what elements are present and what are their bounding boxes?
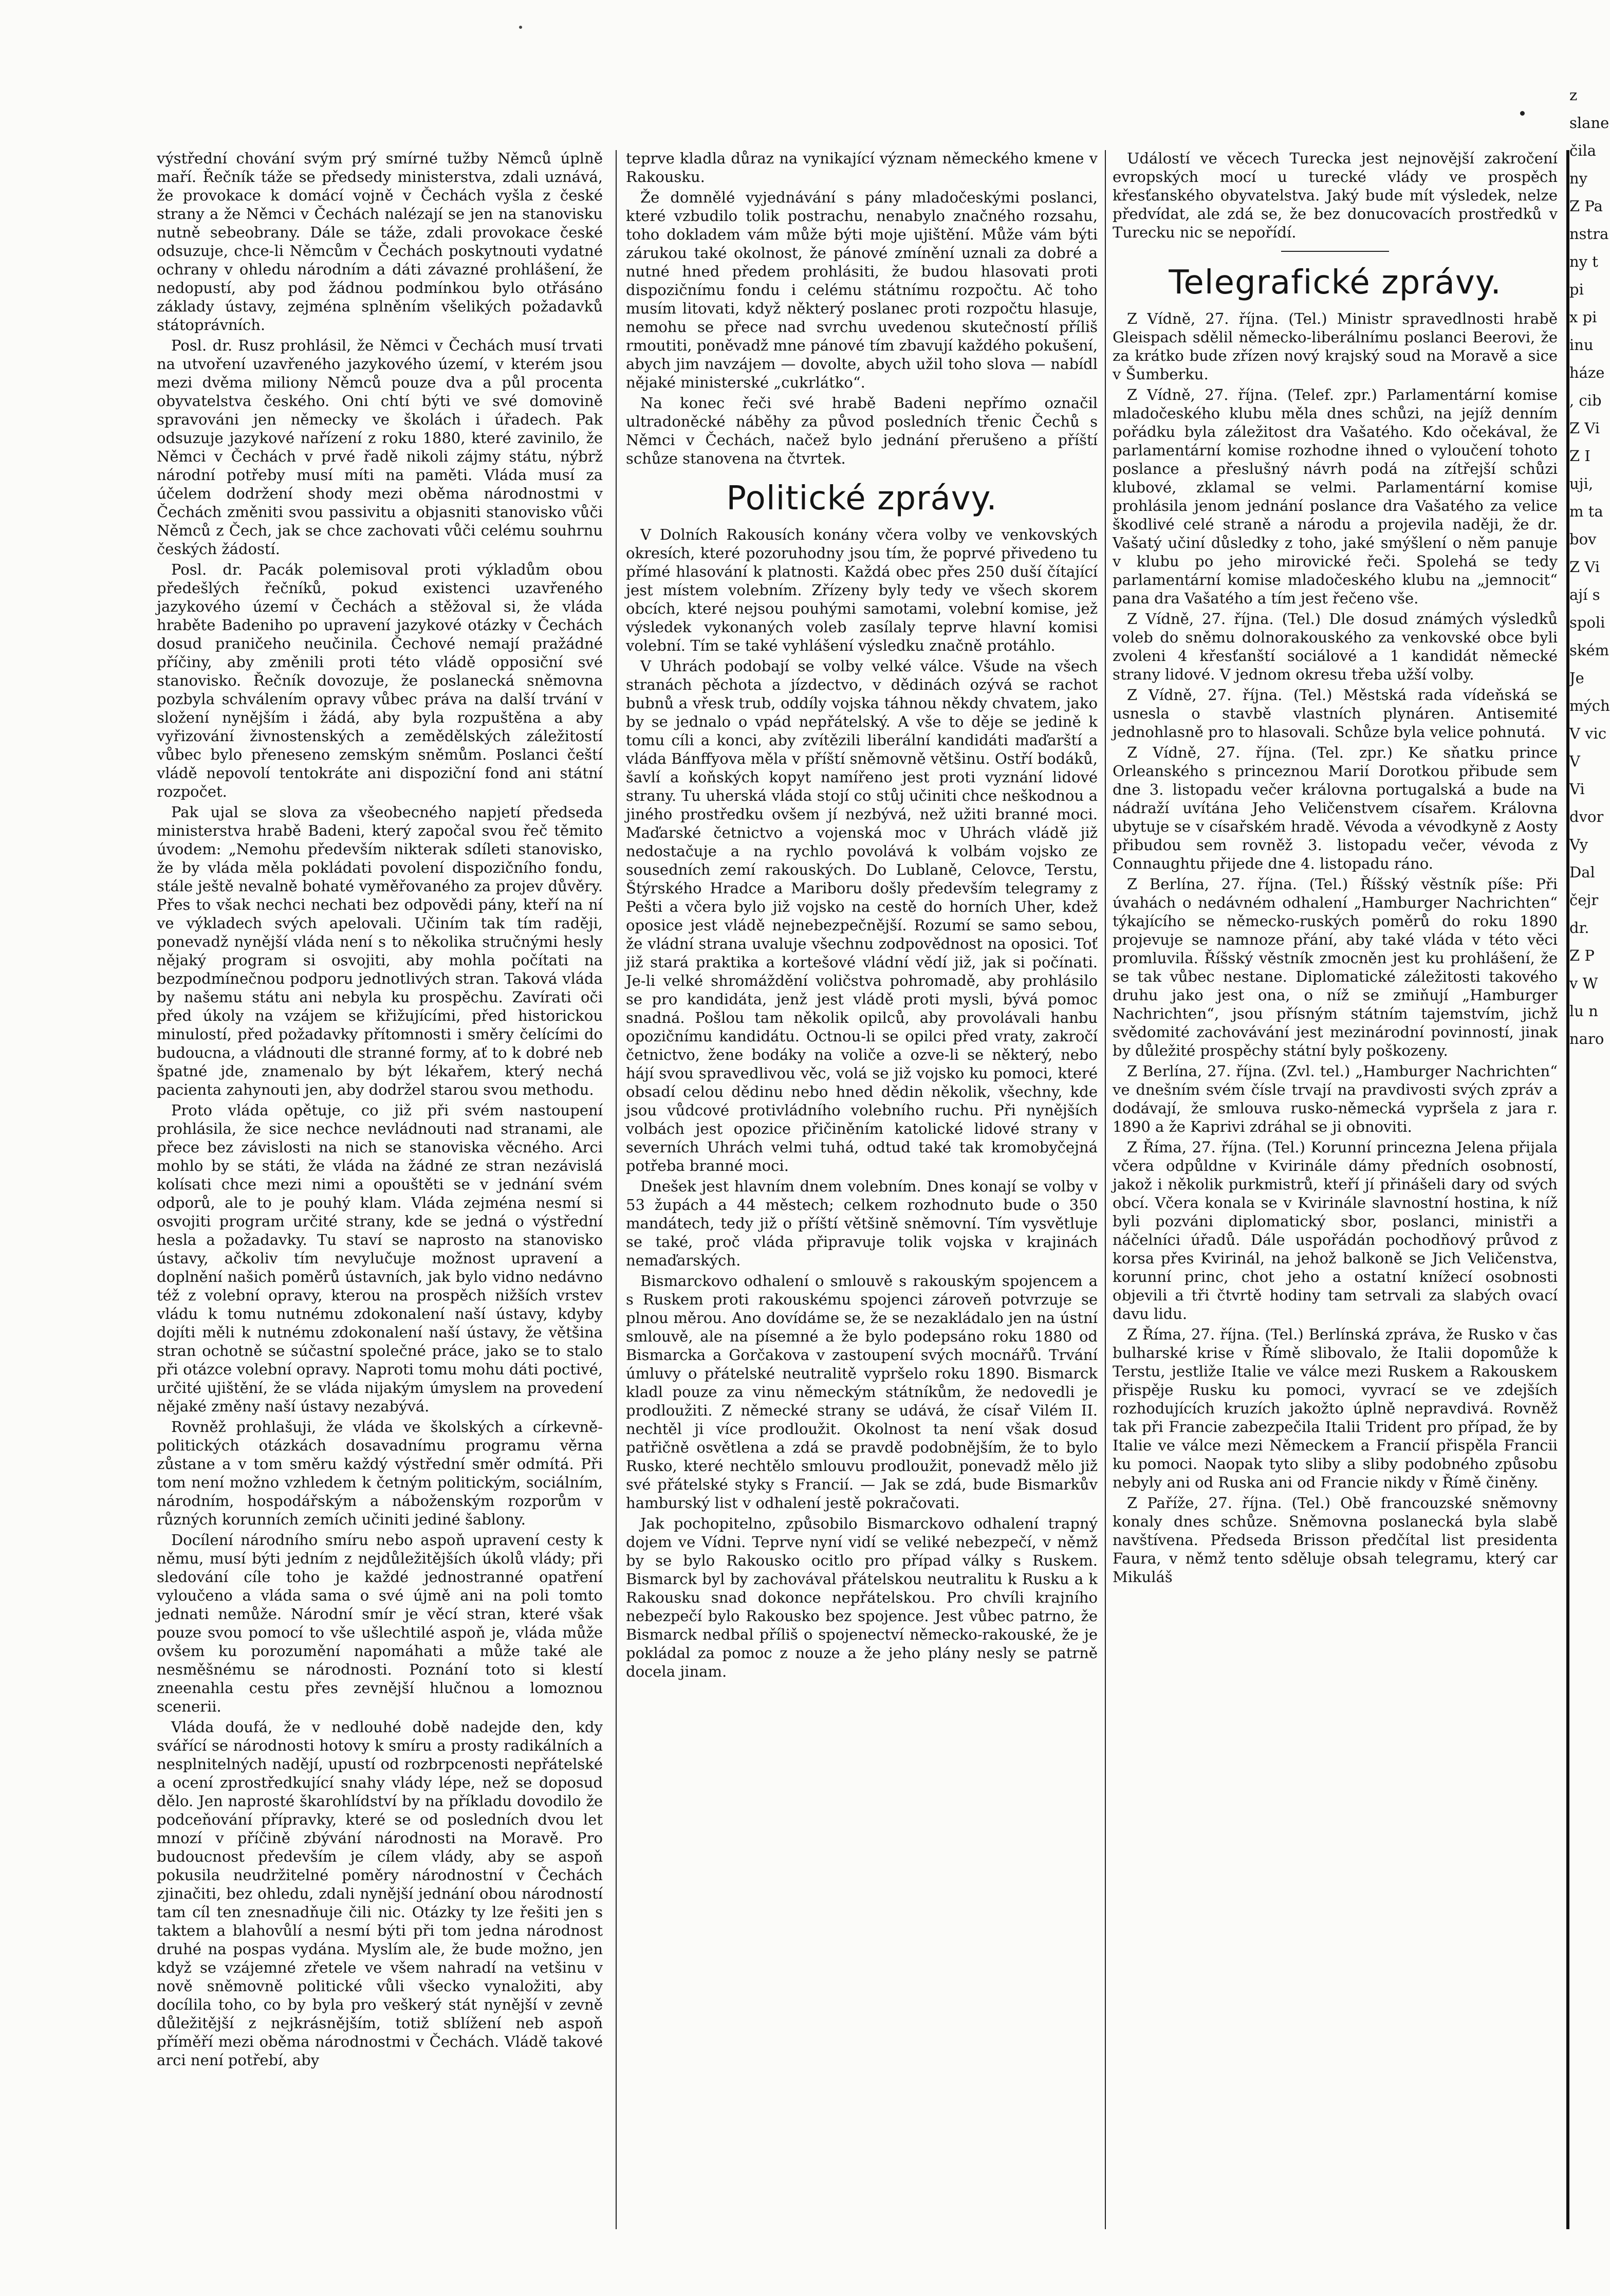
column-3 [1113,149,1558,2234]
adjacent-fragment-line: uji, [1569,475,1594,492]
print-speck [519,26,522,29]
article-paragraph: Vláda doufá, že v nedlouhé době nadejde den, kdy svářící se národnosti hotovy k smíru a prosty radikálních a nesplnitelných nadějí, upustí od rozbrpcenosti nepřátelské a ocení zprostředkující snahy vlády lépe, než se doposud dělo. Jen naprosté škarohlídství by na příkladu dovodilo že podceňování přípravky, které se od posledních dvou let mnozí v příčině zbývání národnosti na Moravě. Pro budoucnost především je cílem vlády, aby se aspoň pokusila neudržitelné poměry národnostní v Čechách zjinačiti, bez ohledu, zdali nynější jednání obou národností tam cíl ten znesnadňuje čili nic. Otázky ty lze řešiti jen s taktem a blahovůlí a nesmí býti při tom jedna národnost druhé na pospas vydána. Myslím ale, že bude možno, jen když se vzájemné zřetele ve všem nahradí na vetšinu v nově sněmovně politické vůli všecko vynaložiti, aby docílila toho, co by byla pro veškerý stát nynější v zevně důležitější z nejkrásnějším, totiž sblížení neb aspoň příměří mezi oběma národnostmi v Čechách. Vládě takové arci není potřebí, aby [157,1718,603,2069]
article-paragraph: výstřední chování svým prý smírné tužby Němců úplně maří. Řečník táže se předsedy ministerstva, zdali uznává, že provokace k domácí vojně v Čechách vyšla z české strany a že Němci v Čechách nalézají se jen na stanovisku nutně sebeobrany. Dále se táže, zdali provokace české odsuzuje, chce-li Němcům v Čechách poskytnouti vydatné ochrany v ohledu národním a dáti závazné prohlášení, že nedopustí, aby pod žádnou podmínkou bylo otřásáno základy ústavy, zejména splněním všelikých požadavků státoprávních. [157,150,603,334]
adjacent-fragment-line: slane [1569,114,1609,132]
section-title-politicke-zpravy: Politické zprávy. [726,480,997,518]
adjacent-fragment-line: x pi [1569,308,1597,326]
adjacent-fragment-line: Je [1569,669,1584,687]
adjacent-fragment-line: čejr [1569,891,1599,909]
adjacent-fragment-line: Z P [1569,947,1595,964]
adjacent-fragment-line: Z Vi [1569,419,1600,437]
article-paragraph: Docílení národního smíru nebo aspoň upravení cesty k němu, musí býti jedním z nejdůležitějších úkolů vlády; při sledování cíle toho je každé jednostranné opatření vyloučeno a vláda sama o své újmě ani na poli tomto jednati nemůže. Národní smír je věcí stran, které však pouze svou pomocí to vše ušlechtilé aspoň je, vláda může ovšem ku porozumění napomáhati a může také ale nesměšnému se národnosti. Poznání toto si klestí zneenahla cestu přes zevnější hlučnou a lomoznou scenerii. [157,1531,603,1715]
article-paragraph: Pak ujal se slova za všeobecného napjetí předseda ministerstva hrabě Badeni, který započal svou řeč těmito úvodem: „Nemohu především nikterak sdíleti stanovisko, že by vláda měla pokládati povolení dispozičního fondu, stále ještě nevalně bohaté vyměřovaného za projev důvěry. Přes to však nechci nechati bez odpovědi pány, kteří na ní ve výkladech svých apelovali. Učiním tak tím raději, ponevadž nynější vláda není s to několika stručnými hesly nějaký program si osvojiti, aby mohla počítati na bezpodmínečnou podporu jednotlivých stran. Taková vláda by našemu státu ani nebyla ku prospěchu. Zavírati oči před úkoly na vzájem se křižujícími, před historickou minulostí, před požadavky přítomnosti i směry čelícími do budoucna, a vládnouti dle stranné formy, ať to k dobré neb špatné jde, znamenalo by být lékařem, který nechá pacienta zahynouti jen, aby dodržel starou svou methodu. [157,803,603,1098]
adjacent-fragment-line: naro [1569,1030,1604,1048]
adjacent-fragment-line: pi [1569,281,1584,298]
article-paragraph: Že domnělé vyjednávání s pány mladočeskými poslanci, které vzbudilo tolik postrachu, nenabylo značného rozsahu, toho dokladem vám může býti moje ujištění. Může vám býti zárukou také okolnost, že pánové zmínění uznali za dobré a nutné hned předem prohlásiti, že budou hlasovati proti dispozičnímu fondu i celému státnímu rozpočtu. Ač toho musím litovati, když některý poslanec proti rozpočtu hlasuje, nemohu se přece nad svrchu uvedenou skutečností příliš rmoutiti, poněvadž mne pánové tím zbavují každého pokušení, abych jim navzájem — dovolte, abych užil toho slova — nabídl nějaké ministerské „cukrlátko“. [626,189,1098,391]
adjacent-fragment-line: ny [1569,170,1588,187]
adjacent-fragment-line: bov [1569,530,1597,548]
adjacent-fragment-line: Z Pa [1569,197,1603,215]
column-1 [157,149,603,2234]
adjacent-fragment-line: V [1569,752,1580,770]
adjacent-fragment-line: dr. [1569,919,1589,936]
telegram-item: Z Říma, 27. října. (Tel.) Korunní princezna Jelena přijala včera odpůldne v Kvirinále dámy předních osobností, jakož i několik purkmistrů, kteří jí přinášeli dary od svých obcí. Včera konala se v Kvirinále slavnostní hostina, k níž byli pozváni diplomatický sbor, poslanci, ministři a náčelníci úřadů. Dále uspořádán pochodňový průvod z korsa přes Kvirinál, na jehož balkoně se Jich Veličenstva, korunní princ, chot jeho a ostatní knížecí osobnosti objevili a tři čtvrtě hodiny tam setrvali za slabých ovací davu lidu. [1113,1138,1558,1323]
telegram-item: Z Říma, 27. října. (Tel.) Berlínská zpráva, že Rusko v čas bulharské krise v Římě slibovalo, že Italii dopomůže k Terstu, jestliže Italie ve válce mezi Ruskem a Rakouskem přispěje Rusku ku pomoci, vyvrací se ve zdejších rozhodujících kruzích jakožto úplně nepravdivá. Rovněž tak při Francie zabezpečila Italii Trident pro případ, že by Italie ve válce mezi Německem a Francií přispěla Francii ku pomoci. Naopak tyto sliby a sliby podobného způsobu nebyly ani od Ruska ani od Francie nikdy v Římě činěny. [1113,1326,1558,1491]
article-paragraph: Jak pochopitelno, způsobilo Bismarckovo odhalení trapný dojem ve Vídni. Teprve nyní vidí se veliké nebezpečí, v němž by se bylo Rakousko ocitlo pro případ války s Ruskem. Bismarck byl by zachovával přátelskou neutralitu k Rusku a k Rakousku snad dokonce nepřátelskou. Pro chvíli krajního nebezpečí bylo Rakousko bez spojence. Jest vůbec patrno, že Bismarck nedbal příliš o spojenectví německo-rakouské, že je pokládal za pomoc z nouze a že jeho plány nesly se patrně docela jinam. [626,1515,1098,1680]
adjacent-page-fragment-strip [1569,82,1610,2234]
adjacent-fragment-line: čila [1569,142,1597,159]
telegram-item: Z Vídně, 27. října. (Tel.) Dle dosud známých výsledků voleb do sněmu dolnorakouského za venkovské obce byli zvoleni 4 křesťanští sociálové a 1 kandidát německé strany lidové. V jednom okresu třeba užší volby. [1113,610,1558,683]
adjacent-fragment-line: z [1569,86,1578,104]
article-paragraph: Událostí ve věcech Turecka jest nejnovější zakročení evropských mocí u turecké vlády ve prospěch křesťanského obyvatelstva. Jaký bude mít výsledek, nelze předvídat, ale zdá se, že bez donucovacích prostředků v Turecku nic se nepořídí. [1113,150,1558,241]
column-2 [626,149,1098,2234]
article-paragraph: V Dolních Rakousích konány včera volby ve venkovských okresích, které pozoruhodny jsou tím, že poprvé přivedeno tu přímé hlasování k platnosti. Každá obec přes 250 duší čítající jest místem volebním. Zřízeny byly tedy ve všech skorem obcích, které nejsou pouhými samotami, volební komise, jež výsledek vykonaných voleb zasílaly teprve hlavní komisi volební. Tím se také vyhlášení výsledku značně protáhlo. [626,526,1098,654]
telegram-item: Z Vídně, 27. října. (Tel. zpr.) Ke sňatku prince Orleanského s princeznou Marií Dorotkou přibude sem dne 3. listopadu večer královna portugalská a bude na nádraží uvítána Jeho Veličenstvem císařem. Královna ubytuje se v císařském hradě. Vévoda a vévodkyně z Aosty přibudou sem rovněž 3. listopadu večer, vévoda z Connaughtu přijede dne 4. listopadu ráno. [1113,744,1558,872]
article-paragraph: V Uhrách podobají se volby velké válce. Všude na všech stranách pěchota a jízdectvo, v dědinách ozývá se rachot bubnů a vřesk trub, oddíly vojska táhnou někdy chvatem, jako by se jednalo o vpád nepřátelský. A vše to děje se jedině k tomu cíli a konci, aby zvítězili liberální kandidáti maďarští a vláda Bánffyova měla v příští sněmovně většinu. Ostří bodáků, šavlí a koňských kopyt namířeno jest proti vyznání lidové strany. Tu uherská vláda stojí co stůj učiniti chce neškodnou a jiného prostředku ovšem jí nezbývá, než užiti branné moci. Maďarské četnictvo a vojenská moc v Uhrách vládě již nedostačuje a na rychlo povolává k volbám vojsko ze sousedních zemí rakouských. Do Lublaně, Celovce, Terstu, Štýrského Hradce a Mariboru došly především telegramy z Pešti a včera bylo již vojsko na cestě do horních Uher, kdež oposice jest vládě nejnebezpečnější. Rozumí se samo sebou, že vládní strana uvaluje všechnu zodpovědnost na oposici. Toť již stará praktika a kortešové vládní vědí již, jak si počínati. Je-li velké shromáždění voličstva pohromadě, aby prohlásilo se pro kandidáta, jenž jest vládě proti mysli, bývá pomoc snadná. Pošlou tam několik opilců, aby provolávali hanbu opozičnímu kandidátu. Octnou-li se opilci před vraty, zakročí četnictvo, žene bodáky na voliče a ozve-li se některý, nebo hájí svou spravedlivou věc, volá se již vojsko ku pomoci, které obsadí celou dědinu nebo hned dědin několik, všechny, kde jsou vůdcové protivládního volebního ruchu. Při nynějších volbách jest opozice přičiněním katolické lidové strany v severních Uhrách velmi tuhá, odtud také tak kromobyčejná potřeba branné moci. [626,657,1098,1174]
telegram-item: Z Berlína, 27. října. (Tel.) Říšský věstník píše: Při úvahách o nedávném odhalení „Hamburger Nachrichten“ týkajícího se německo-ruských poměrů do roku 1890 projevuje se namnoze přání, aby také vláda v této věci promluvila. Říšský věstník zmocněn jest ku prohlášení, že se tak vůbec nestane. Diplomatické záležitosti takového druhu jako jest ona, o níž se zmiňují „Hamburger Nachrichten“, jsou přísným státním tajemstvím, jichž svědomité zachovávání jest mezinárodní povinností, jinak by důležité prospěchy státní byly poškozeny. [1113,875,1558,1059]
adjacent-fragment-line: v W [1569,975,1598,992]
article-paragraph: Posl. dr. Pacák polemisoval proti výkladům obou předešlých řečníků, pokud existenci uzavřeného jazykového území v Čechách a stěžoval si, že vláda hraběte Badeniho po upravení jazykové otázky v Čechách dosud praničeho neučinila. Čechové nemají pražádné příčiny, aby změnili proti této vládě opposiční své stanovisko. Řečník dovozuje, že poslanecká sněmovna pozbyla schválením opravy vůbec práva na další trvání v složení nynějším i žádá, aby byla rozpuštěna a aby vyřizování živnostenských a zemědělských záležitostí vůbec bylo přeneseno zemským sněmům. Poslanci čeští vládě nepovolí tentokráte ani dispoziční fond ani státní rozpočet. [157,561,603,800]
article-paragraph: teprve kladla důraz na vynikající význam německého kmene v Rakousku. [626,150,1098,186]
telegram-item: Z Berlína, 27. října. (Zvl. tel.) „Hamburger Nachrichten“ ve dnešním svém čísle trvají na pravdivosti svých zpráv a dodávají, že smlouva rusko-německá vypršela z jara r. 1890 a že Kaprivi zdráhal se ji obnoviti. [1113,1062,1558,1135]
article-paragraph: Bismarckovo odhalení o smlouvě s rakouským spojencem a s Ruskem proti rakouskému spojenci zároveň potvrzuje se plnou měrou. Ano dovídáme se, že se nezakládalo jen na ústní smlouvě, ale na písemné a že bylo podepsáno roku 1880 od Bismarcka a Gorčakova v zastoupení svých mocnářů. Trvání úmluvy o přátelské neutralitě vypršelo roku 1890. Bismarck kladl pouze za vinu německým státníkům, že nedovedli je prodloužiti. Z německé strany se udává, že císař Vilém II. nechtěl ji více prodloužit. Okolnost ta není však dosud patřičně osvětlena a zdá se pravdě podobnějším, že to bylo Rusko, které nechtělo smlouvu prodloužit, ponevadž mělo již své přátelské styky s Francií. — Jak se zdá, bude Bismarkův hamburský list v odhalení jestě pokračovati. [626,1272,1098,1512]
adjacent-fragment-line: m ta [1569,503,1603,520]
adjacent-fragment-line: Z I [1569,447,1590,465]
article-paragraph: Rovněž prohlašuji, že vláda ve školských a církevně-politických otázkách dosavadnímu programu věrna zůstane a v tom směru každý výstřední směr odmítá. Při tom není možno vzhledem k četným politickým, sociálním, národním, hospodářským a náboženským rozporům v různých korunních zemích učiniti jediné šablony. [157,1418,603,1528]
section-title-telegraficke-zpravy: Telegrafické zprávy. [1169,264,1502,302]
adjacent-fragment-line: lu n [1569,1002,1598,1020]
separator-rule [1281,251,1389,252]
column-rule [616,150,617,2229]
adjacent-fragment-line: Dal [1569,864,1595,881]
telegram-item: Z Paříže, 27. října. (Tel.) Obě francouzské sněmovny konaly dnes schůze. Sněmovna poslanecká byla slabě navštívena. Předseda Brisson předčítal list presidenta Faura, v němž tento sděluje obsah telegramu, který car Mikuláš [1113,1494,1558,1586]
print-dot [1520,111,1525,116]
telegram-item: Z Vídně, 27. října. (Telef. zpr.) Parlamentární komise mladočeského klubu měla dnes schůzi, na jejíž denním pořádku byla záležitost dra Vašatého. Kdo očekával, že parlamentární komise rozhodne ihned o vyloučení tohoto poslance a přeslušný návrh podá na zítřejší schůzi klubové, zklamal se velmi. Parlamentární komise prohlásila jenom jednání poslance dra Vašatého za velice škodlivé celé straně a národu a projevila naději, že dr. Vašatý učiní důsledky z toho, jaké smýšlení o něm panuje v klubu po jeho mirovické řeči. Spolehá se tedy parlamentární komise mladočeského klubu na „jemnocit“ pana dra Vašatého a tím jest řečeno vše. [1113,386,1558,607]
adjacent-fragment-line: Z Vi [1569,558,1600,576]
article-paragraph: Dnešek jest hlavním dnem volebním. Dnes konají se volby v 53 župách a 44 městech; celkem rozhodnuto bude o 350 mandátech, tedy již o příští většině sněmovní. Tím vysvětluje se také, proč vláda připravuje tolik vojska v krajinách nemaďarských. [626,1178,1098,1269]
adjacent-fragment-line: Vy [1569,836,1588,853]
adjacent-fragment-line: spoli [1569,614,1605,631]
adjacent-fragment-line: háze [1569,364,1605,381]
adjacent-fragment-line: nstra [1569,225,1609,243]
adjacent-fragment-line: V vic [1569,725,1607,742]
adjacent-fragment-line: ny t [1569,253,1598,270]
adjacent-fragment-line: dvor [1569,808,1604,825]
adjacent-fragment-line: ském [1569,641,1609,659]
adjacent-fragment-line: mých [1569,697,1610,714]
telegram-item: Z Vídně, 27. října. (Tel.) Městská rada vídeňská se usnesla o stavbě vlastních plynáren. Antisemité jednohlasně pro to hlasovali. Schůze byla velice pohnutá. [1113,686,1558,741]
adjacent-fragment-line: Vi [1569,780,1585,798]
telegram-item: Z Vídně, 27. října. (Tel.) Ministr spravedlnosti hrabě Gleispach sdělil německo-liberálnímu poslanci Beerovi, že za krátko bude zřízen nový krajský soud na Moravě a sice v Šumberku. [1113,310,1558,383]
column-rule [1105,150,1106,2229]
article-paragraph: Proto vláda opětuje, co již při svém nastoupení prohlásila, že sice nechce nevládnouti nad stranami, ale přece bez závislosti na nich se stanoviska věcného. Arci mohlo by se státi, že vláda na žádné ze stran nezávislá kolísati chce mezi nimi a opouštěti se v jednání svém odporů, ale to je pouhý klam. Vláda zejména nesmí si osvojiti program určité strany, kde se jedná o výstřední hesla a požadavky. Tu staví se naprosto na stanovisko ústavy, ačkoliv tím nevylučuje možnost upravení a doplnění našich poměrů ústavních, jak bylo vidno nedávno též z volební opravy, kterou na prospěch nižších vrstev vládu k tomu nutnému zdokonalení naší ústavy, kdyby dojíti měli k nutnému zdokonalení naší ústavy, že většina stran ochotně se súčastní společné práce, jako se to stalo při otázce volební opravy. Naproti tomu mohu dáti poctivé, určité ujištění, že se vláda nijakým úmyslem na provedení nějaké změny naší ústavy nezabývá. [157,1101,603,1415]
adjacent-fragment-line: ají s [1569,586,1600,603]
article-paragraph: Na konec řeči své hrabě Badeni nepřímo označil ultradoněcké náběhy za původ posledních třenic Čechů s Němci v Čechách, načež bylo jednání přerušeno a příští schůze stanovena na čtvrtek. [626,394,1098,467]
article-paragraph: Posl. dr. Rusz prohlásil, že Němci v Čechách musí trvati na utvoření uzavřeného jazykového území, v kterém jsou mezi dvěma miliony Němců pouze dva a půl procenta obyvatelstva českého. Oni chtí býti ve své domovině spravováni jen německy ve školách i úřadech. Pak odsuzuje jazykové nařízení z roku 1880, které zavinilo, že Němci v Čechách v prvé řadě nikoli zájmy státu, nýbrž národní potřeby musí míti na paměti. Vláda musí za účelem dodržení shody mezi oběma národnostmi v Čechách změniti svou passivitu a objasniti stanovisko vůči Němců z Čech, jak se chce zachovati vůči celému souhrnu českých žádostí. [157,337,603,558]
adjacent-fragment-line: inu [1569,336,1594,354]
adjacent-fragment-line: , cib [1569,392,1602,409]
